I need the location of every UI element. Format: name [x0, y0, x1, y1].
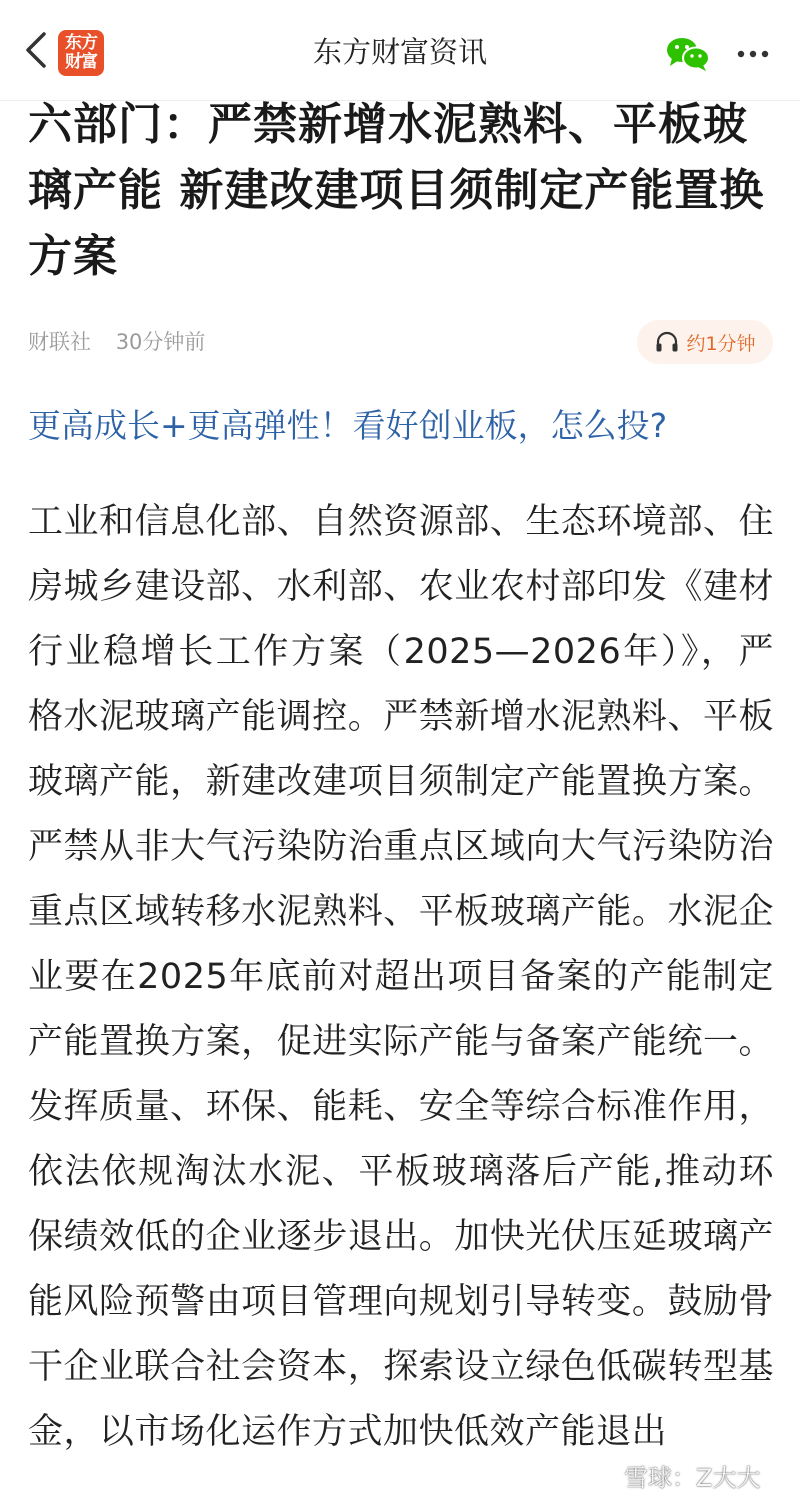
article-title: 六部门：严禁新增水泥熟料、平板玻璃产能 新建改建项目须制定产能置换方案 [28, 99, 765, 282]
headphones-icon [654, 330, 680, 354]
logo-line-2: 财富 [65, 52, 97, 72]
top-nav-bar [0, 0, 800, 101]
promo-link[interactable]: 更高成长+更高弹性！看好创业板，怎么投? [28, 406, 668, 445]
back-button[interactable] [18, 30, 58, 70]
article-source: 财联社 [28, 330, 91, 354]
app-logo [58, 30, 104, 76]
watermark-text: 雪球：Z大大 [624, 1464, 761, 1492]
wechat-icon [666, 36, 710, 72]
snowball-logo-icon [590, 1463, 616, 1489]
chevron-left-icon [18, 30, 58, 70]
share-wechat-button[interactable] [666, 36, 710, 72]
more-options-button[interactable] [730, 36, 776, 72]
listen-duration-label: 约1分钟 [686, 332, 756, 355]
article-time: 30分钟前 [115, 330, 206, 354]
listen-audio-button[interactable] [637, 320, 773, 364]
article-meta [28, 326, 205, 358]
page-title: 东方财富资讯 [312, 35, 487, 69]
logo-line-1: 东方 [65, 33, 97, 53]
more-dots-icon [730, 36, 776, 72]
article-body: 工业和信息化部、自然资源部、生态环境部、住房城乡建设部、水利部、农业农村部印发《建材行业稳增长工作方案（2025—2026年）》，严格水泥玻璃产能调控。严禁新增水泥熟料、平板玻璃产能，新建改建项目须制定产能置换方案。严禁从非大气污染防治重点区域向大气污染防治重点区域转移水泥熟料、平板玻璃产能。水泥企业要在2025年底前对超出项目备案的产能制定产能置换方案，促进实际产能与备案产能统一。发挥质量、环保、能耗、安全等综合标准作用，依法依规淘汰水泥、平板玻璃落后产能,推动环保绩效低的企业逐步退出。加快光伏压延玻璃产能风险预警由项目管理向规划引导转变。鼓励骨干企业联合社会资本，探索设立绿色低碳转型基金，以市场化运作方式加快低效产能退出 [28, 502, 774, 1452]
